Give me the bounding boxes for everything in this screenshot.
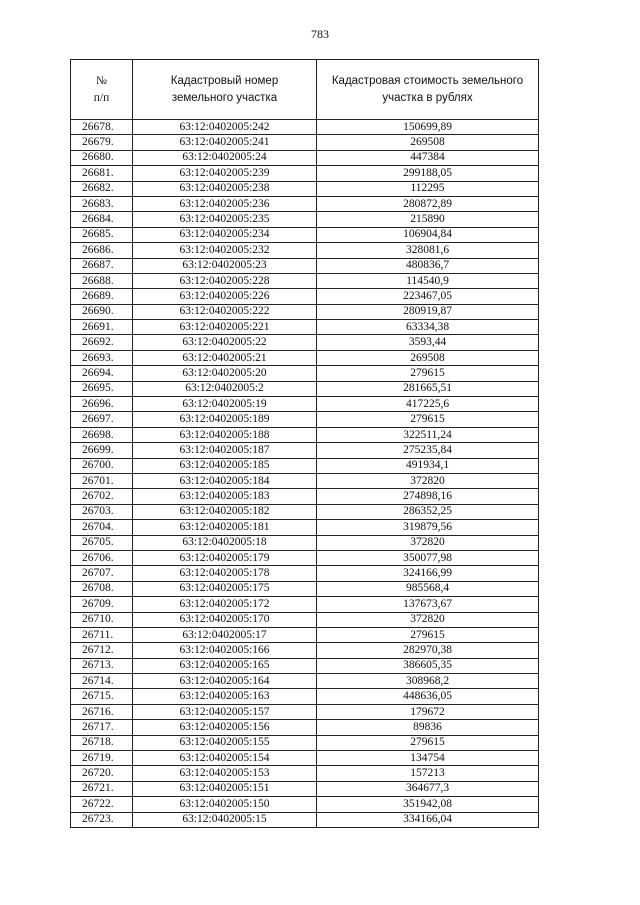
table-row <box>71 458 539 473</box>
cadastral-number: 63:12:0402005:226 <box>133 289 317 304</box>
cadastral-value: 491934,1 <box>317 458 539 473</box>
cadastral-value: 322511,24 <box>317 427 539 442</box>
cadastral-value: 274898,16 <box>317 489 539 504</box>
cadastral-number: 63:12:0402005:24 <box>133 150 317 165</box>
table-row <box>71 258 539 273</box>
cadastral-number: 63:12:0402005:18 <box>133 535 317 550</box>
cadastral-value: 448636,05 <box>317 689 539 704</box>
cadastral-number: 63:12:0402005:23 <box>133 258 317 273</box>
row-number: 26681. <box>71 166 133 181</box>
table-row <box>71 181 539 196</box>
cadastral-value: 328081,6 <box>317 243 539 258</box>
table-row <box>71 520 539 535</box>
cadastral-number: 63:12:0402005:151 <box>133 781 317 796</box>
row-number: 26717. <box>71 720 133 735</box>
table-row <box>71 766 539 781</box>
table-row <box>71 243 539 258</box>
table-row <box>71 166 539 181</box>
cadastral-value: 137673,67 <box>317 597 539 612</box>
cadastral-number: 63:12:0402005:187 <box>133 443 317 458</box>
table-row <box>71 227 539 242</box>
row-number: 26702. <box>71 489 133 504</box>
cadastral-number: 63:12:0402005:232 <box>133 243 317 258</box>
row-number: 26708. <box>71 581 133 596</box>
cadastral-value: 417225,6 <box>317 397 539 412</box>
table-row <box>71 473 539 488</box>
cadastral-value: 279615 <box>317 627 539 642</box>
table-row <box>71 412 539 427</box>
cadastral-number: 63:12:0402005:2 <box>133 381 317 396</box>
row-number: 26718. <box>71 735 133 750</box>
cadastral-number: 63:12:0402005:157 <box>133 704 317 719</box>
table-header <box>71 60 539 120</box>
row-number: 26680. <box>71 150 133 165</box>
row-number: 26712. <box>71 643 133 658</box>
cadastral-value: 157213 <box>317 766 539 781</box>
cadastral-value: 112295 <box>317 181 539 196</box>
cadastral-value: 319879,56 <box>317 520 539 535</box>
cadastral-number: 63:12:0402005:21 <box>133 350 317 365</box>
cadastral-number: 63:12:0402005:22 <box>133 335 317 350</box>
cadastral-number: 63:12:0402005:236 <box>133 196 317 211</box>
page-number: 783 <box>311 27 329 41</box>
table-row <box>71 350 539 365</box>
table-row <box>71 612 539 627</box>
cadastral-number: 63:12:0402005:221 <box>133 320 317 335</box>
cadastral-number: 63:12:0402005:156 <box>133 720 317 735</box>
table-row <box>71 550 539 565</box>
table-row <box>71 150 539 165</box>
cadastral-value: 106904,84 <box>317 227 539 242</box>
cadastral-value: 286352,25 <box>317 504 539 519</box>
table-row <box>71 504 539 519</box>
table-row <box>71 812 539 827</box>
table-row <box>71 120 539 135</box>
cadastral-value: 215890 <box>317 212 539 227</box>
cadastral-number: 63:12:0402005:228 <box>133 273 317 288</box>
cadastral-number: 63:12:0402005:185 <box>133 458 317 473</box>
cadastral-value: 386605,35 <box>317 658 539 673</box>
row-number: 26716. <box>71 704 133 719</box>
cadastral-value: 281665,51 <box>317 381 539 396</box>
cadastral-number: 63:12:0402005:19 <box>133 397 317 412</box>
cadastral-number: 63:12:0402005:241 <box>133 135 317 150</box>
cadastral-number: 63:12:0402005:154 <box>133 751 317 766</box>
cadastral-number: 63:12:0402005:150 <box>133 797 317 812</box>
row-number: 26696. <box>71 397 133 412</box>
row-number: 26722. <box>71 797 133 812</box>
row-number: 26686. <box>71 243 133 258</box>
table-row <box>71 289 539 304</box>
cadastral-number: 63:12:0402005:242 <box>133 120 317 135</box>
row-number: 26685. <box>71 227 133 242</box>
cadastral-value: 114540,9 <box>317 273 539 288</box>
row-number: 26697. <box>71 412 133 427</box>
row-number: 26682. <box>71 181 133 196</box>
cadastral-number: 63:12:0402005:20 <box>133 366 317 381</box>
cadastral-number: 63:12:0402005:188 <box>133 427 317 442</box>
table-row <box>71 720 539 735</box>
cadastral-number: 63:12:0402005:181 <box>133 520 317 535</box>
cadastral-table <box>70 59 539 828</box>
table-row <box>71 581 539 596</box>
table-row <box>71 674 539 689</box>
table-row <box>71 658 539 673</box>
row-number: 26687. <box>71 258 133 273</box>
cadastral-number: 63:12:0402005:222 <box>133 304 317 319</box>
table-row <box>71 535 539 550</box>
table-row <box>71 781 539 796</box>
cadastral-value: 89836 <box>317 720 539 735</box>
table-row <box>71 597 539 612</box>
table-row <box>71 643 539 658</box>
cadastral-value: 334166,04 <box>317 812 539 827</box>
table-row <box>71 704 539 719</box>
row-number: 26710. <box>71 612 133 627</box>
row-number: 26703. <box>71 504 133 519</box>
row-number: 26720. <box>71 766 133 781</box>
cadastral-value: 269508 <box>317 350 539 365</box>
row-number: 26694. <box>71 366 133 381</box>
cadastral-value: 372820 <box>317 473 539 488</box>
row-number: 26691. <box>71 320 133 335</box>
cadastral-number: 63:12:0402005:238 <box>133 181 317 196</box>
table-row <box>71 566 539 581</box>
cadastral-number: 63:12:0402005:179 <box>133 550 317 565</box>
row-number: 26678. <box>71 120 133 135</box>
table-row <box>71 273 539 288</box>
cadastral-number: 63:12:0402005:153 <box>133 766 317 781</box>
row-number: 26684. <box>71 212 133 227</box>
cadastral-value: 351942,08 <box>317 797 539 812</box>
cadastral-value: 150699,89 <box>317 120 539 135</box>
cadastral-value: 350077,98 <box>317 550 539 565</box>
table-row <box>71 212 539 227</box>
row-number: 26692. <box>71 335 133 350</box>
cadastral-value: 372820 <box>317 612 539 627</box>
cadastral-value: 480836,7 <box>317 258 539 273</box>
cadastral-value: 280872,89 <box>317 196 539 211</box>
table-row <box>71 320 539 335</box>
row-number: 26721. <box>71 781 133 796</box>
table-row <box>71 689 539 704</box>
cadastral-value: 280919,87 <box>317 304 539 319</box>
table-row <box>71 304 539 319</box>
cadastral-number: 63:12:0402005:239 <box>133 166 317 181</box>
cadastral-value: 985568,4 <box>317 581 539 596</box>
cadastral-number: 63:12:0402005:172 <box>133 597 317 612</box>
header-number: № п/п <box>71 60 133 120</box>
cadastral-value: 299188,05 <box>317 166 539 181</box>
row-number: 26700. <box>71 458 133 473</box>
table-row <box>71 427 539 442</box>
row-number: 26713. <box>71 658 133 673</box>
table-row <box>71 443 539 458</box>
row-number: 26695. <box>71 381 133 396</box>
cadastral-value: 279615 <box>317 735 539 750</box>
header-row <box>71 60 539 120</box>
cadastral-number: 63:12:0402005:164 <box>133 674 317 689</box>
table-row <box>71 735 539 750</box>
row-number: 26689. <box>71 289 133 304</box>
table-body <box>71 120 539 828</box>
table-row <box>71 381 539 396</box>
cadastral-number: 63:12:0402005:165 <box>133 658 317 673</box>
cadastral-number: 63:12:0402005:155 <box>133 735 317 750</box>
cadastral-number: 63:12:0402005:182 <box>133 504 317 519</box>
cadastral-number: 63:12:0402005:234 <box>133 227 317 242</box>
cadastral-value: 223467,05 <box>317 289 539 304</box>
row-number: 26715. <box>71 689 133 704</box>
row-number: 26723. <box>71 812 133 827</box>
cadastral-number: 63:12:0402005:166 <box>133 643 317 658</box>
row-number: 26719. <box>71 751 133 766</box>
row-number: 26701. <box>71 473 133 488</box>
header-cadastral-value: Кадастровая стоимость земельного участка в рублях <box>317 60 539 120</box>
cadastral-value: 279615 <box>317 366 539 381</box>
row-number: 26706. <box>71 550 133 565</box>
table-row <box>71 489 539 504</box>
cadastral-number: 63:12:0402005:170 <box>133 612 317 627</box>
table-row <box>71 335 539 350</box>
cadastral-number: 63:12:0402005:15 <box>133 812 317 827</box>
cadastral-value: 308968,2 <box>317 674 539 689</box>
cadastral-value: 179672 <box>317 704 539 719</box>
row-number: 26679. <box>71 135 133 150</box>
cadastral-value: 324166,99 <box>317 566 539 581</box>
cadastral-number: 63:12:0402005:184 <box>133 473 317 488</box>
table-row <box>71 397 539 412</box>
row-number: 26693. <box>71 350 133 365</box>
table-row <box>71 366 539 381</box>
row-number: 26711. <box>71 627 133 642</box>
row-number: 26709. <box>71 597 133 612</box>
cadastral-value: 275235,84 <box>317 443 539 458</box>
table-row <box>71 627 539 642</box>
cadastral-number: 63:12:0402005:17 <box>133 627 317 642</box>
cadastral-number: 63:12:0402005:189 <box>133 412 317 427</box>
cadastral-value: 3593,44 <box>317 335 539 350</box>
row-number: 26699. <box>71 443 133 458</box>
cadastral-value: 372820 <box>317 535 539 550</box>
cadastral-value: 279615 <box>317 412 539 427</box>
header-cadastral-number: Кадастровый номер земельного участка <box>133 60 317 120</box>
cadastral-number: 63:12:0402005:178 <box>133 566 317 581</box>
cadastral-value: 269508 <box>317 135 539 150</box>
cadastral-number: 63:12:0402005:235 <box>133 212 317 227</box>
cadastral-value: 364677,3 <box>317 781 539 796</box>
cadastral-number: 63:12:0402005:175 <box>133 581 317 596</box>
table-row <box>71 797 539 812</box>
row-number: 26707. <box>71 566 133 581</box>
table-row <box>71 751 539 766</box>
cadastral-value: 282970,38 <box>317 643 539 658</box>
cadastral-number: 63:12:0402005:163 <box>133 689 317 704</box>
table-row <box>71 196 539 211</box>
cadastral-value: 134754 <box>317 751 539 766</box>
cadastral-value: 447384 <box>317 150 539 165</box>
row-number: 26690. <box>71 304 133 319</box>
row-number: 26705. <box>71 535 133 550</box>
row-number: 26698. <box>71 427 133 442</box>
row-number: 26714. <box>71 674 133 689</box>
cadastral-value: 63334,38 <box>317 320 539 335</box>
row-number: 26683. <box>71 196 133 211</box>
table-row <box>71 135 539 150</box>
row-number: 26704. <box>71 520 133 535</box>
row-number: 26688. <box>71 273 133 288</box>
cadastral-number: 63:12:0402005:183 <box>133 489 317 504</box>
